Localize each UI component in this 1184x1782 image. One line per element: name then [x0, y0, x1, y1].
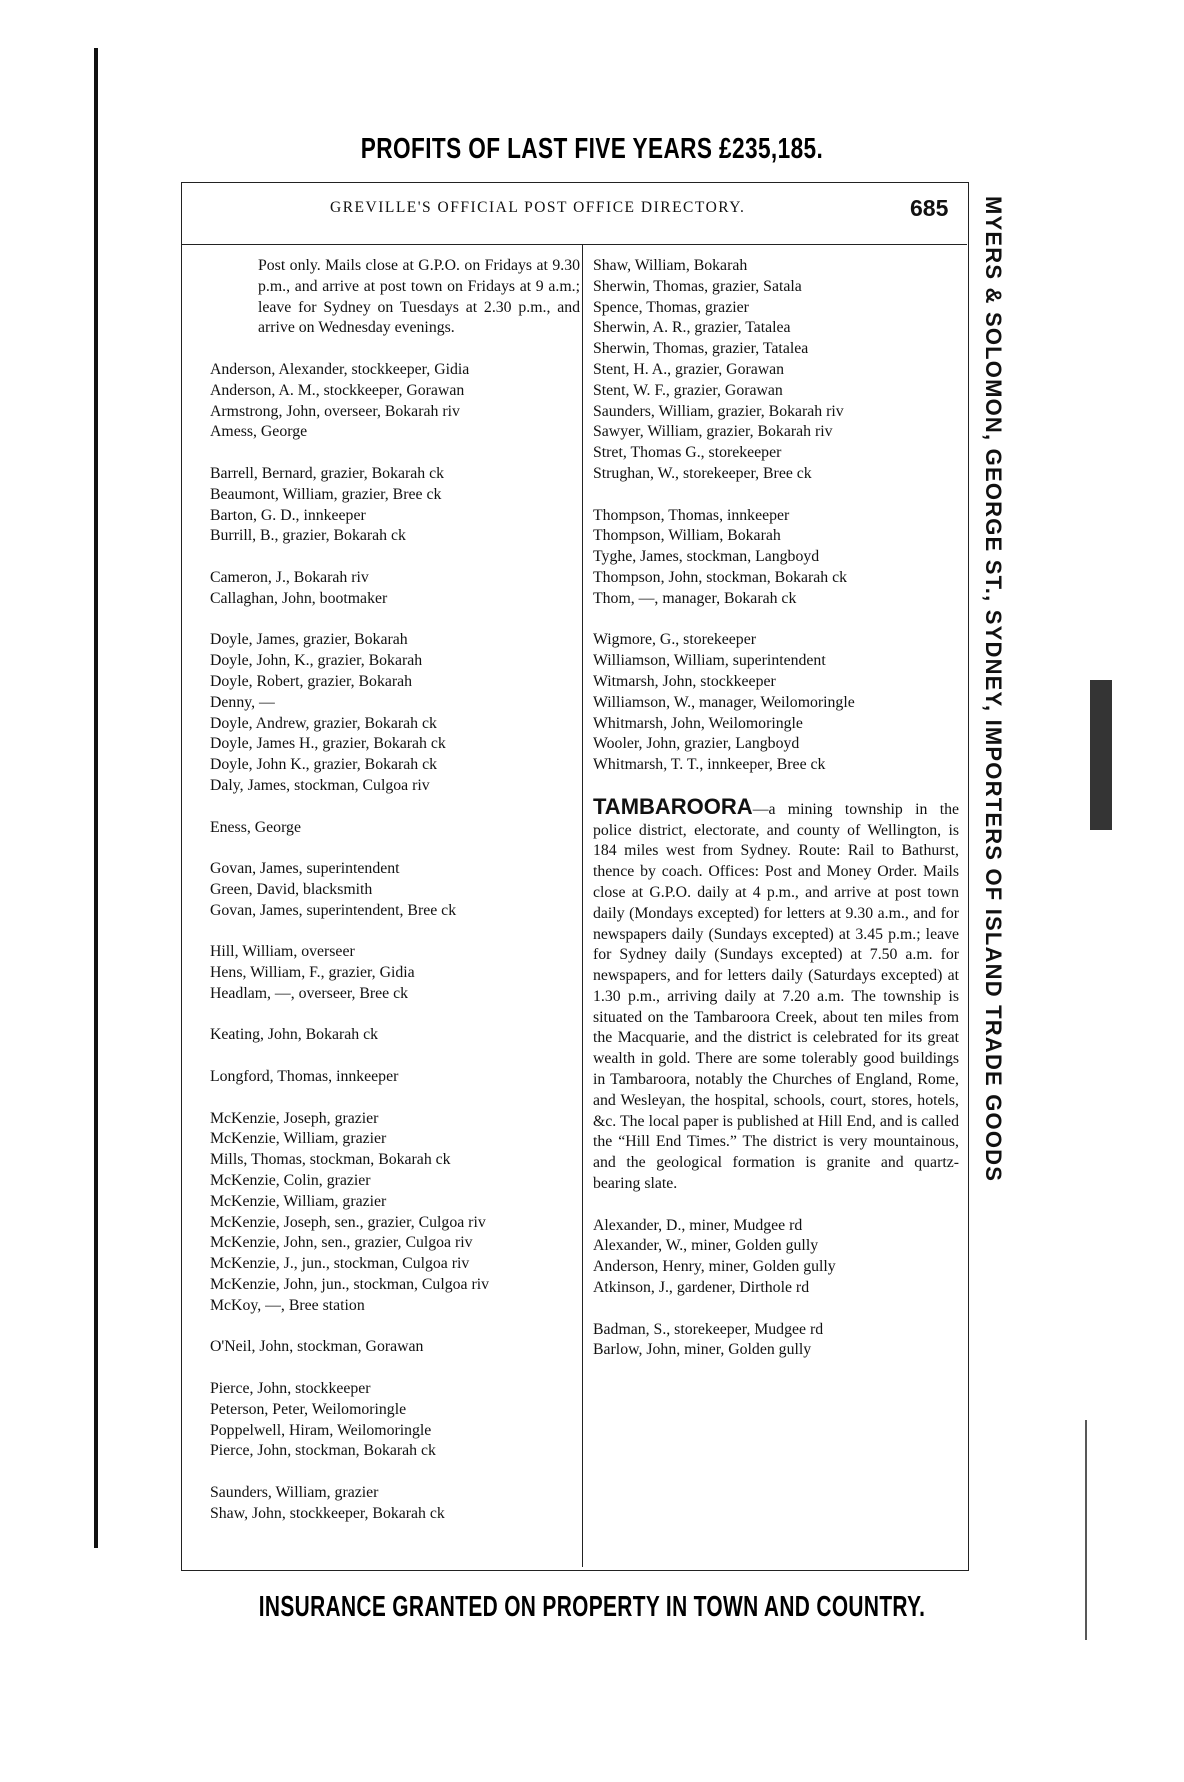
directory-entry: Anderson, Alexander, stockkeeper, Gidia	[210, 360, 470, 378]
directory-entry: Hill, William, overseer	[210, 943, 355, 961]
directory-entry: Anderson, Henry, miner, Golden gully	[593, 1258, 836, 1276]
directory-entry: Armstrong, John, overseer, Bokarah riv	[210, 402, 460, 420]
directory-entry: Thompson, William, Bokarah	[593, 527, 781, 545]
bottom-banner: INSURANCE GRANTED ON PROPERTY IN TOWN AND COUNTRY.	[258, 1591, 926, 1623]
directory-entry: McKenzie, Colin, grazier	[210, 1172, 371, 1190]
right-column	[593, 256, 959, 1361]
directory-entry: Hens, William, F., grazier, Gidia	[210, 964, 415, 982]
directory-entry: Stret, Thomas G., storekeeper	[593, 444, 782, 462]
directory-entry: O'Neil, John, stockman, Gorawan	[210, 1338, 424, 1356]
directory-entry: Doyle, Andrew, grazier, Bokarah ck	[210, 714, 437, 732]
directory-entry: McKenzie, John, sen., grazier, Culgoa riv	[210, 1234, 473, 1252]
place-description: —a mining township in the police district, electorate, and county of Wellington, is 184 miles west from Sydney. Route: Rail to Bathurst, thence by coach. Offices: Post and Money Order. Mails close at G.P.O. daily at 4 p.m., and arrive at post town daily (Mondays excepted) for letters at 9.30 a.m., and for newspapers daily (Sundays excepted) at 3.45 p.m.; leave for Sydney daily (Sundays excepted) at 7.50 a.m. for newspapers, and for letters daily (Saturdays excepted) at 1.30 p.m., arriving daily at 7.20 a.m. The township is situated on the Tambaroora Creek, about ten miles from the Macquarie, and the district is celebrated for its great wealth in gold. There are some tolerably good buildings in Tambaroora, notably the Churches of England, Rome, and Wesleyan, the hospital, schools, court, stores, hotels, &c. The local paper is published at Hill End, and is called the “Hill End Times.” The district is very mountainous, and the geological formation is granite and quartz-bearing slate.	[593, 800, 959, 1193]
place-entry	[593, 793, 959, 1195]
directory-entry: Thom, —, manager, Bokarah ck	[593, 589, 797, 607]
directory-entry: Stent, W. F., grazier, Gorawan	[593, 381, 783, 399]
directory-entry: Shaw, William, Bokarah	[593, 257, 748, 274]
directory-entry: Thompson, Thomas, innkeeper	[593, 506, 790, 524]
directory-entry: Shaw, John, stockkeeper, Bokarah ck	[210, 1504, 445, 1522]
directory-entry: Doyle, James H., grazier, Bokarah ck	[210, 735, 446, 753]
directory-entry: Beaumont, William, grazier, Bree ck	[210, 485, 442, 503]
directory-entry: McKenzie, John, jun., stockman, Culgoa riv	[210, 1276, 490, 1294]
directory-entry: Sawyer, William, grazier, Bokarah riv	[593, 423, 833, 441]
directory-entry: Tyghe, James, stockman, Langboyd	[593, 548, 820, 566]
page-number: 685	[910, 195, 949, 221]
directory-entry: Headlam, —, overseer, Bree ck	[210, 984, 409, 1002]
directory-entry: Wigmore, G., storekeeper	[593, 631, 756, 649]
directory-entry: Pierce, John, stockman, Bokarah ck	[210, 1442, 436, 1460]
directory-entry: McKenzie, Joseph, sen., grazier, Culgoa riv	[210, 1213, 486, 1231]
directory-entry: Doyle, James, grazier, Bokarah	[210, 631, 408, 649]
directory-entry: Whitmarsh, T. T., innkeeper, Bree ck	[593, 756, 826, 774]
directory-entry: Peterson, Peter, Weilomoringle	[210, 1400, 407, 1418]
directory-entry: McKenzie, Joseph, grazier	[210, 1109, 379, 1127]
directory-entry: Williamson, William, superintendent	[593, 652, 826, 670]
directory-entry: Saunders, William, grazier	[210, 1484, 379, 1502]
left-column	[210, 256, 580, 1525]
directory-entry: Eness, George	[210, 818, 301, 836]
directory-entry: Poppelwell, Hiram, Weilomoringle	[210, 1421, 432, 1439]
directory-entry: Atkinson, J., gardener, Dirthole rd	[593, 1279, 810, 1297]
left-entries	[210, 339, 580, 1524]
directory-entry: McKenzie, William, grazier	[210, 1130, 387, 1148]
directory-entry: Govan, James, superintendent	[210, 860, 400, 878]
directory-entry: Williamson, W., manager, Weilomoringle	[593, 693, 855, 711]
directory-entry: Witmarsh, John, stockkeeper	[593, 672, 776, 690]
directory-entry: Keating, John, Bokarah ck	[210, 1026, 379, 1044]
directory-entry: Anderson, A. M., stockkeeper, Gorawan	[210, 381, 465, 399]
directory-entry: Govan, James, superintendent, Bree ck	[210, 901, 457, 919]
directory-entry: McKoy, —, Bree station	[210, 1296, 365, 1314]
binding-mark	[1090, 680, 1112, 830]
column-divider	[582, 245, 583, 1567]
directory-entry: Mills, Thomas, stockman, Bokarah ck	[210, 1151, 451, 1169]
directory-entry: Doyle, John K., grazier, Bokarah ck	[210, 756, 438, 774]
directory-entry: Burrill, B., grazier, Bokarah ck	[210, 527, 406, 545]
directory-entry: Barlow, John, miner, Golden gully	[593, 1341, 812, 1359]
directory-entry: Alexander, W., miner, Golden gully	[593, 1237, 819, 1255]
directory-entry: Sherwin, A. R., grazier, Tatalea	[593, 319, 791, 337]
directory-entry: Doyle, John, K., grazier, Bokarah	[210, 652, 423, 670]
directory-entry: Wooler, John, grazier, Langboyd	[593, 735, 800, 753]
directory-entry: Callaghan, John, bootmaker	[210, 589, 388, 607]
binding-mark	[1085, 1420, 1087, 1640]
directory-entry: Badman, S., storekeeper, Mudgee rd	[593, 1320, 824, 1338]
directory-entry: Spence, Thomas, grazier	[593, 298, 749, 316]
mail-notice: Post only. Mails close at G.P.O. on Fridays at 9.30 p.m., and arrive at post town on Fridays at 9 a.m.; leave for Sydney on Tuesdays at 2.30 p.m., and arrive on Wednesday evenings.	[258, 257, 580, 337]
directory-entry: Strughan, W., storekeeper, Bree ck	[593, 464, 812, 482]
top-banner: PROFITS OF LAST FIVE YEARS £235,185.	[360, 133, 824, 165]
place-name: TAMBAROORA	[593, 793, 753, 819]
directory-entry: Stent, H. A., grazier, Gorawan	[593, 360, 785, 378]
directory-entry: McKenzie, William, grazier	[210, 1192, 387, 1210]
directory-entry: Amess, George	[210, 423, 308, 441]
directory-entry: Whitmarsh, John, Weilomoringle	[593, 714, 803, 732]
side-advertisement	[968, 196, 1016, 1574]
directory-entry: Barton, G. D., innkeeper	[210, 506, 366, 524]
directory-entry: Sherwin, Thomas, grazier, Tatalea	[593, 340, 809, 358]
directory-entry: Sherwin, Thomas, grazier, Satala	[593, 277, 802, 295]
directory-entry: McKenzie, J., jun., stockman, Culgoa riv	[210, 1255, 470, 1273]
directory-entry: Denny, —	[210, 693, 275, 711]
binding-mark	[94, 48, 98, 1548]
right-entries	[593, 256, 959, 797]
directory-entry: Pierce, John, stockkeeper	[210, 1380, 371, 1398]
directory-entry: Saunders, William, grazier, Bokarah riv	[593, 402, 844, 420]
directory-entry: Longford, Thomas, innkeeper	[210, 1068, 399, 1086]
directory-entry: Barrell, Bernard, grazier, Bokarah ck	[210, 464, 445, 482]
directory-entry: Alexander, D., miner, Mudgee rd	[593, 1216, 803, 1234]
side-advert-text: MYERS & SOLOMON, GEORGE ST., SYDNEY, IMPORTERS OF ISLAND TRADE GOODS	[981, 196, 1006, 1183]
right-entries-after	[593, 1216, 959, 1362]
directory-entry: Doyle, Robert, grazier, Bokarah	[210, 672, 413, 690]
directory-entry: Daly, James, stockman, Culgoa riv	[210, 776, 430, 794]
running-head: GREVILLE'S OFFICIAL POST OFFICE DIRECTORY.	[330, 199, 746, 216]
directory-entry: Green, David, blacksmith	[210, 880, 373, 898]
directory-entry: Cameron, J., Bokarah riv	[210, 568, 369, 586]
directory-entry: Thompson, John, stockman, Bokarah ck	[593, 568, 848, 586]
